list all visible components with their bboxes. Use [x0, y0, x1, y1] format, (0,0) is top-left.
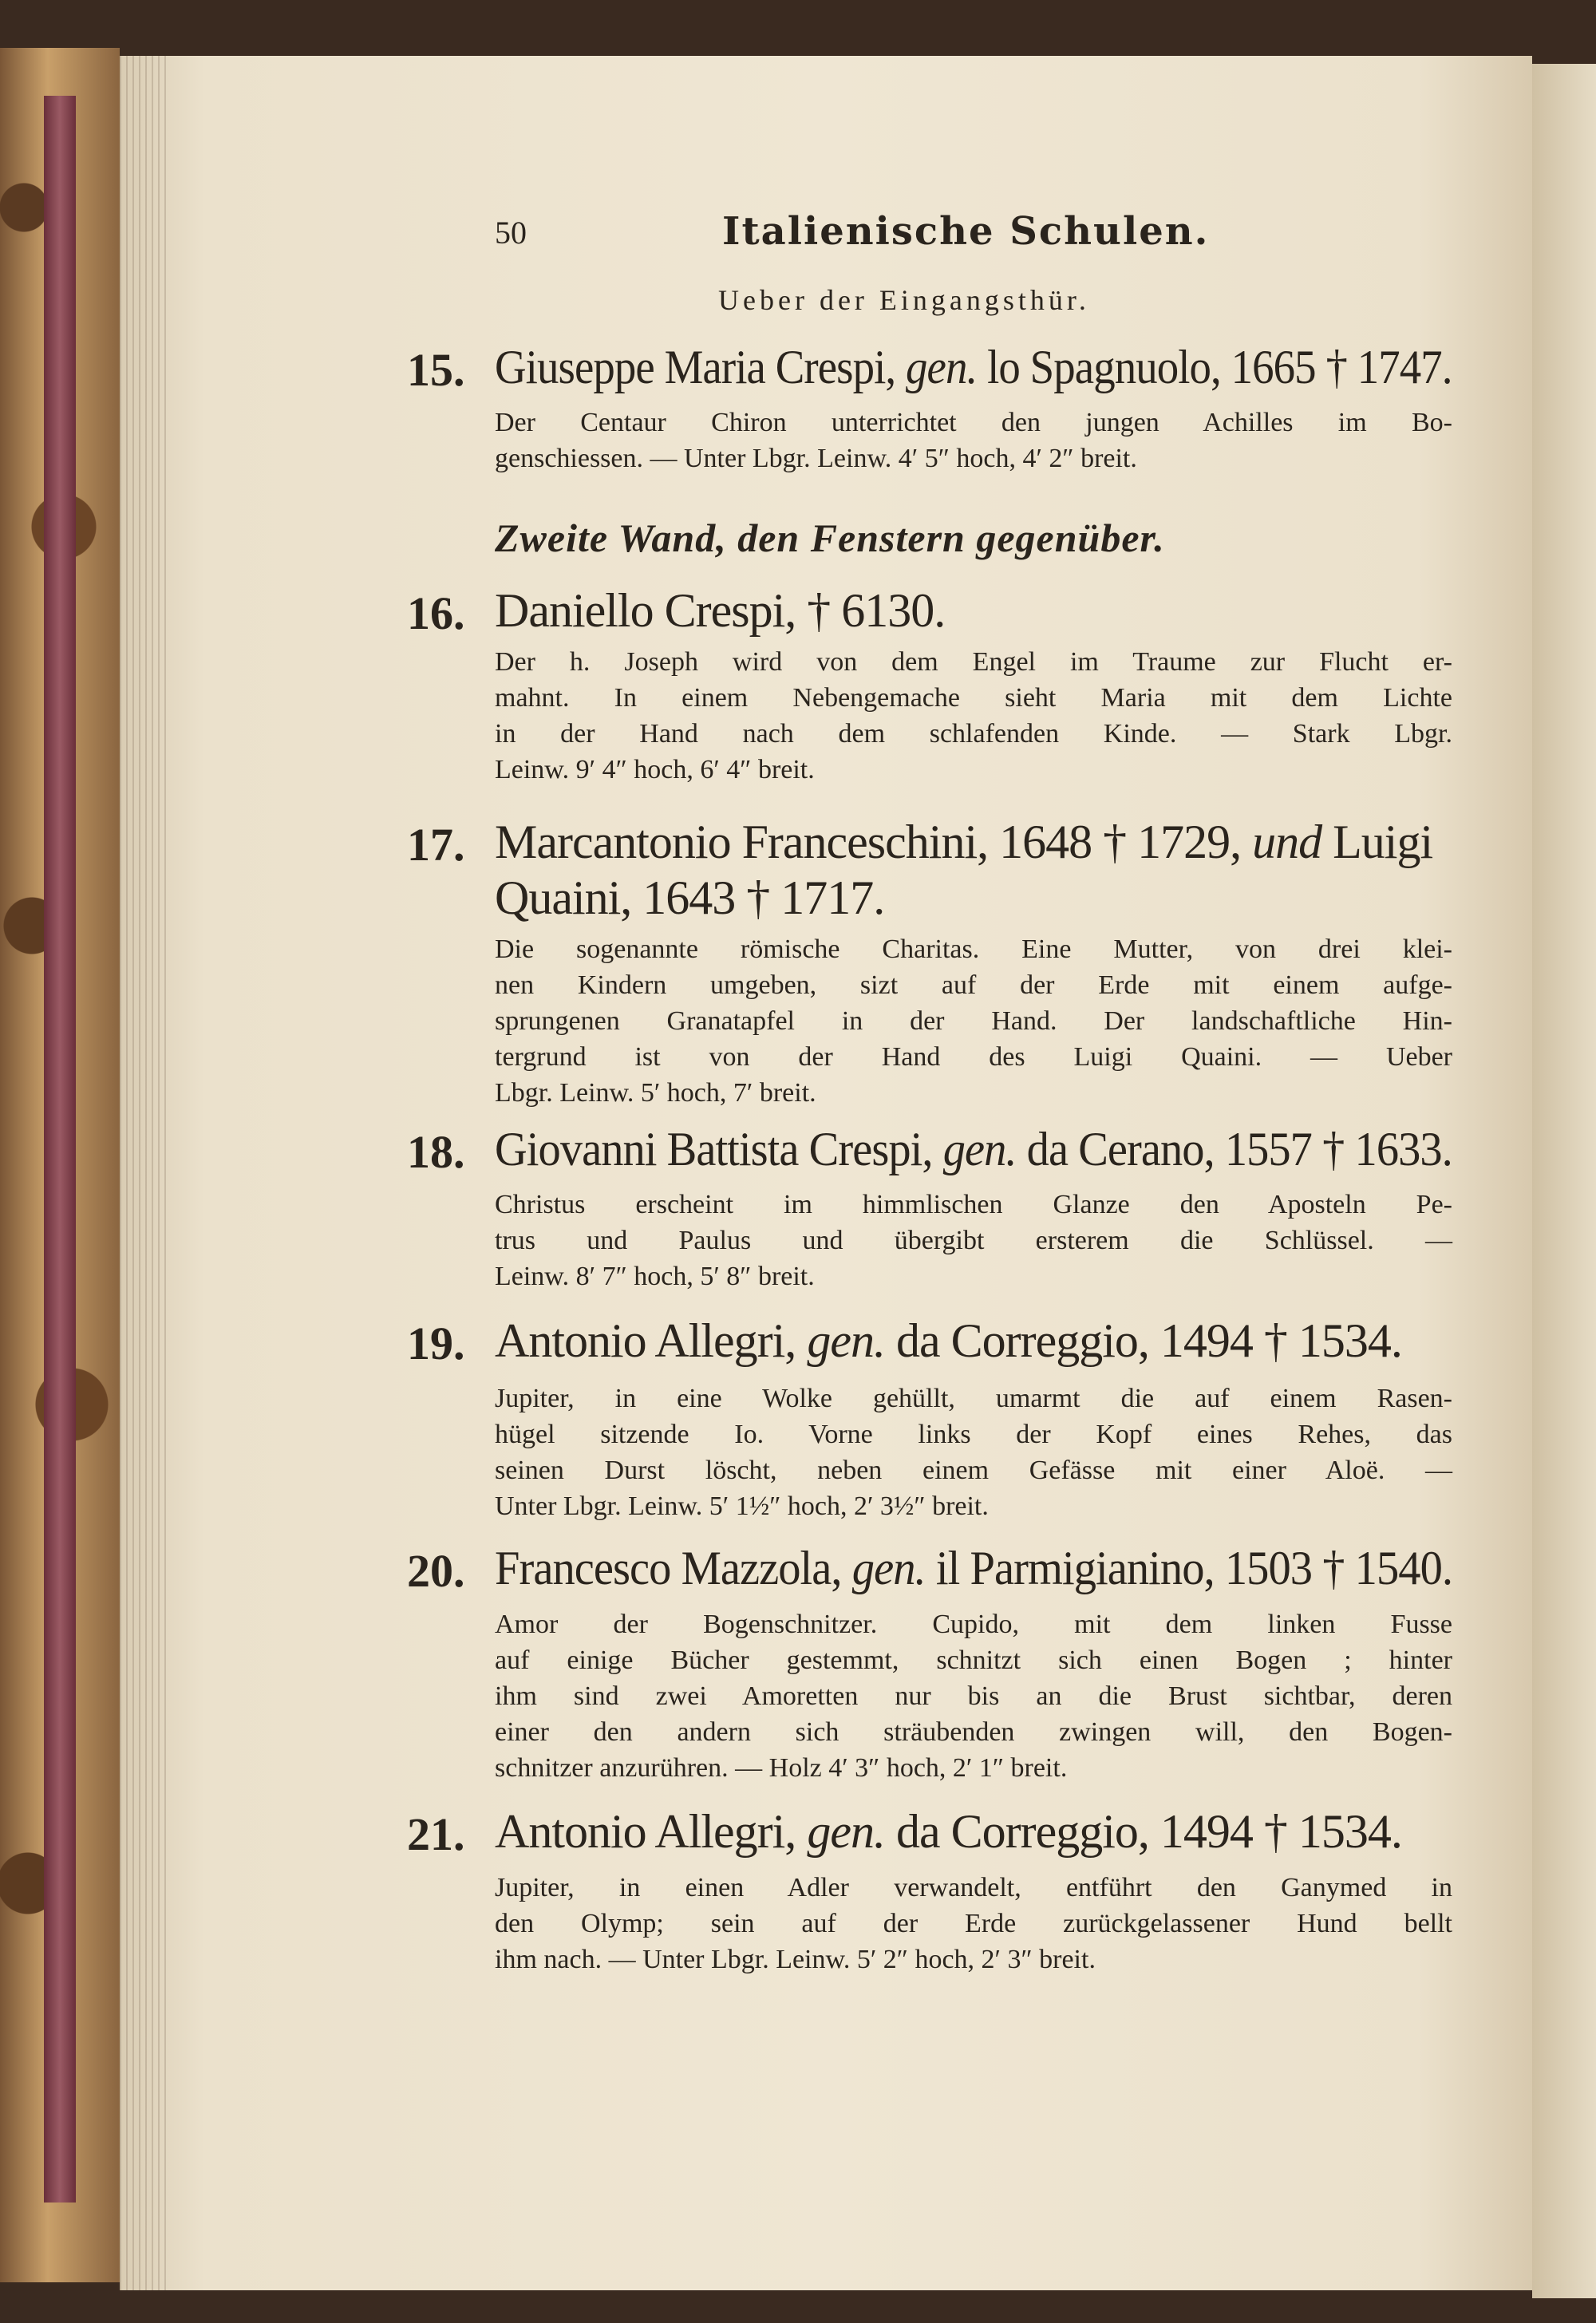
- entry-number: 18.: [407, 1126, 465, 1178]
- description-line: Christus erscheint im himmlischen Glanze den Aposteln Pe-: [495, 1190, 1452, 1219]
- description-line: Leinw. 9′ 4″ hoch, 6′ 4″ breit.: [495, 755, 815, 784]
- heading-segment: Francesco Mazzola,: [495, 1542, 852, 1594]
- heading-italic-segment: gen.: [942, 1123, 1017, 1175]
- description-line: seinen Durst löscht, neben einem Gefässe mit einer Aloë. —: [495, 1456, 1452, 1485]
- running-head: Italienische Schulen.: [722, 209, 1210, 254]
- heading-segment: da Correggio, 1494 † 1534.: [884, 1314, 1402, 1367]
- description-line: hügel sitzende Io. Vorne links der Kopf eines Rehes, das: [495, 1420, 1452, 1449]
- entry-heading-line: [495, 870, 1432, 926]
- heading-segment: da Correggio, 1494 † 1534.: [884, 1805, 1402, 1858]
- entry-heading-line: [495, 1121, 1452, 1177]
- entry-number: 16.: [407, 587, 465, 639]
- description-line: Der Centaur Chiron unterrichtet den jungen Achilles im Bo-: [495, 408, 1452, 437]
- description-line: einer den andern sich sträubenden zwingen will, den Bogen-: [495, 1717, 1452, 1747]
- entry-heading: [495, 1540, 1452, 1596]
- description-line: ihm nach. — Unter Lbgr. Leinw. 5′ 2″ hoch, 2′ 3″ breit.: [495, 1945, 1096, 1974]
- description-line: mahnt. In einem Nebengemache sieht Maria mit dem Lichte: [495, 683, 1452, 713]
- page-number: 50: [495, 215, 527, 251]
- entry-heading-line: [495, 1313, 1402, 1369]
- entry-number: 21.: [407, 1808, 465, 1860]
- heading-italic-segment: gen.: [807, 1314, 885, 1367]
- entry-number: 15.: [407, 344, 465, 396]
- description-line: trus und Paulus und übergibt ersterem die Schlüssel. —: [495, 1226, 1452, 1255]
- heading-italic-segment: gen.: [807, 1805, 885, 1858]
- entry-heading-line: [495, 583, 945, 638]
- description-line: genschiessen. — Unter Lbgr. Leinw. 4′ 5″ hoch, 4′ 2″ breit.: [495, 444, 1137, 473]
- entry-heading: [495, 1803, 1402, 1859]
- description-line: ihm sind zwei Amoretten nur bis an die Brust sichtbar, deren: [495, 1681, 1452, 1711]
- entry-heading-line: [495, 339, 1452, 395]
- entry-heading-line: [495, 1540, 1452, 1596]
- entry-heading: [495, 1121, 1452, 1177]
- location-subheading: Ueber der Eingangsthür.: [718, 284, 1090, 316]
- entry-heading: [495, 583, 945, 638]
- heading-italic-segment: gen.: [851, 1542, 926, 1594]
- heading-segment: da Cerano, 1557 † 1633.: [1016, 1123, 1452, 1175]
- entry-description: [495, 931, 1452, 1111]
- description-line: sprungenen Granatapfel in der Hand. Der landschaftliche Hin-: [495, 1006, 1452, 1036]
- description-line: Jupiter, in eine Wolke gehüllt, umarmt die auf einem Rasen-: [495, 1384, 1452, 1413]
- entry-description: [495, 1606, 1452, 1786]
- description-line: in der Hand nach dem schlafenden Kinde. — Stark Lbgr.: [495, 719, 1452, 749]
- entry-heading-line: [495, 814, 1432, 870]
- heading-segment: Quaini, 1643 † 1717.: [495, 871, 885, 924]
- entry-number: 19.: [407, 1318, 465, 1369]
- entry-description: [495, 644, 1452, 788]
- entry-description: [495, 1187, 1452, 1294]
- section-heading: Zweite Wand, den Fenstern gegenüber.: [495, 516, 1165, 560]
- description-line: den Olymp; sein auf der Erde zurückgelassener Hund bellt: [495, 1909, 1452, 1938]
- entry-description: [495, 405, 1452, 476]
- entry-heading: [495, 1313, 1402, 1369]
- entry-description: [495, 1381, 1452, 1524]
- heading-italic-segment: gen.: [906, 341, 978, 393]
- description-line: Der h. Joseph wird von dem Engel im Traume zur Flucht er-: [495, 647, 1452, 677]
- description-line: Leinw. 8′ 7″ hoch, 5′ 8″ breit.: [495, 1262, 815, 1291]
- heading-segment: Antonio Allegri,: [495, 1314, 808, 1367]
- entry-number: 17.: [407, 819, 465, 871]
- description-line: Unter Lbgr. Leinw. 5′ 1½″ hoch, 2′ 3½″ breit.: [495, 1491, 989, 1521]
- heading-segment: Luigi: [1321, 816, 1433, 868]
- entry-heading: [495, 814, 1432, 926]
- description-line: auf einige Bücher gestemmt, schnitzt sich einen Bogen ; hinter: [495, 1645, 1452, 1675]
- entry-number: 20.: [407, 1545, 465, 1597]
- description-line: tergrund ist von der Hand des Luigi Quaini. — Ueber: [495, 1042, 1452, 1072]
- entry-heading: [495, 339, 1452, 395]
- description-line: Lbgr. Leinw. 5′ hoch, 7′ breit.: [495, 1078, 816, 1108]
- heading-segment: Giuseppe Maria Crespi,: [495, 341, 907, 393]
- entry-description: [495, 1870, 1452, 1977]
- heading-segment: Marcantonio Franceschini, 1648 † 1729,: [495, 816, 1253, 868]
- description-line: Die sogenannte römische Charitas. Eine Mutter, von drei klei-: [495, 934, 1452, 964]
- entry-heading-line: [495, 1803, 1402, 1859]
- heading-segment: lo Spagnuolo, 1665 † 1747.: [977, 341, 1452, 393]
- heading-segment: Antonio Allegri,: [495, 1805, 808, 1858]
- heading-segment: Daniello Crespi, † 6130.: [495, 584, 946, 637]
- description-line: nen Kindern umgeben, sizt auf der Erde mit einem aufge-: [495, 970, 1452, 1000]
- heading-segment: il Parmigianino, 1503 † 1540.: [925, 1542, 1453, 1594]
- description-line: Jupiter, in einen Adler verwandelt, entführt den Ganymed in: [495, 1873, 1452, 1902]
- heading-italic-segment: und: [1252, 816, 1322, 868]
- heading-segment: Giovanni Battista Crespi,: [495, 1123, 943, 1175]
- description-line: Amor der Bogenschnitzer. Cupido, mit dem linken Fusse: [495, 1610, 1452, 1639]
- description-line: schnitzer anzurühren. — Holz 4′ 3″ hoch, 2′ 1″ breit.: [495, 1753, 1068, 1783]
